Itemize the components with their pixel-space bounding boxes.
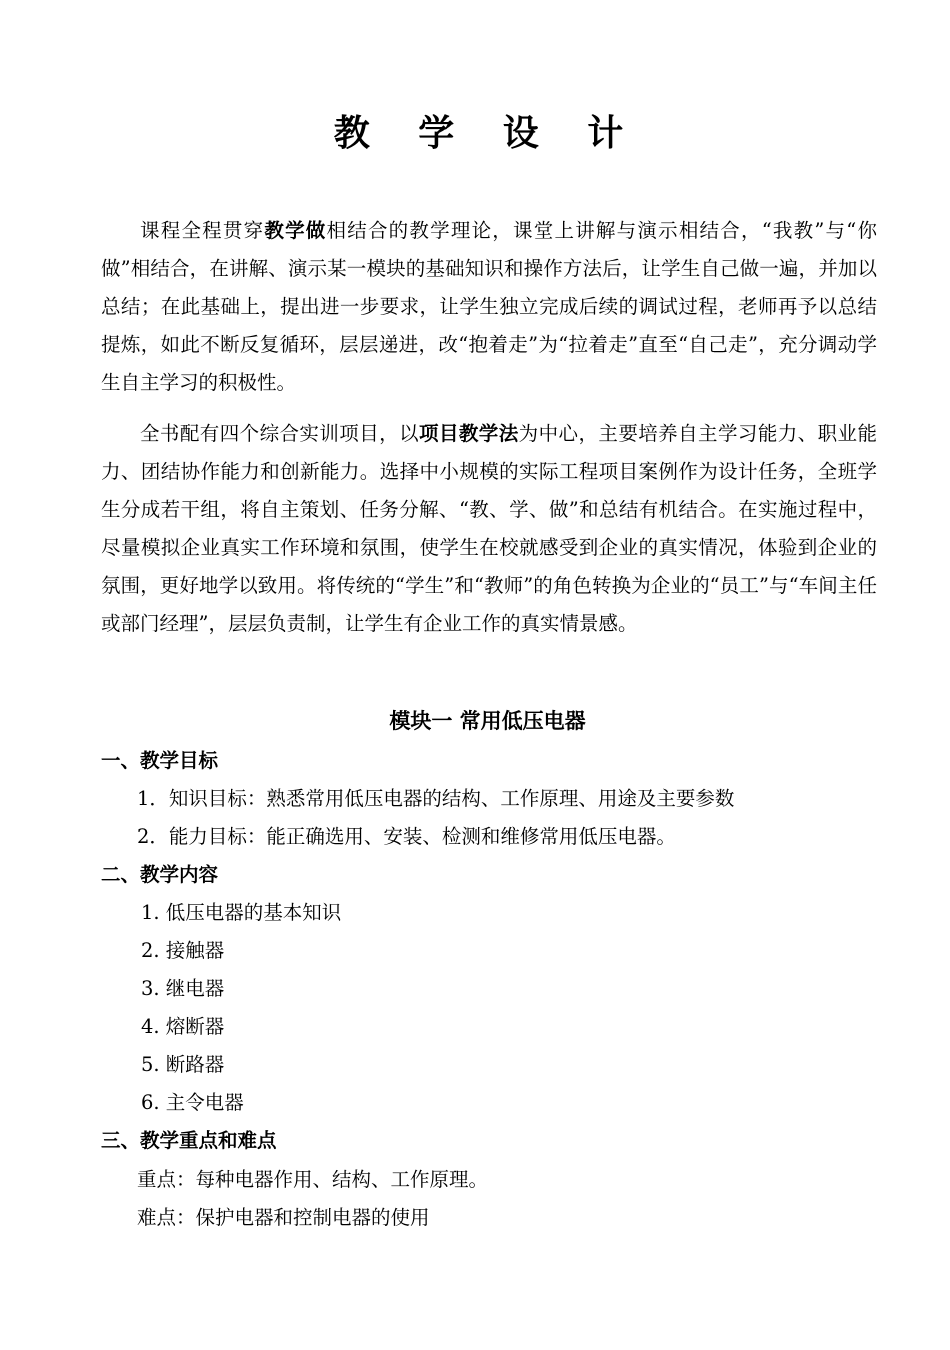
intro-paragraph-1	[101, 212, 877, 402]
objective-item: 2．能力目标：能正确选用、安装、检测和维修常用低压电器。	[137, 825, 676, 848]
section-heading-content: 二、教学内容	[101, 863, 219, 886]
content-list-item: 5. 断路器	[141, 1053, 225, 1076]
section-heading-objectives: 一、教学目标	[101, 749, 219, 772]
objective-item: 1．知识目标：熟悉常用低压电器的结构、工作原理、用途及主要参数	[137, 787, 735, 810]
difficulty-item: 难点：保护电器和控制电器的使用	[137, 1206, 430, 1229]
key-point-item: 重点：每种电器作用、结构、工作原理。	[137, 1168, 489, 1191]
content-list-item: 6. 主令电器	[141, 1091, 244, 1114]
content-list-item: 4. 熔断器	[141, 1015, 225, 1038]
section-heading-key-points: 三、教学重点和难点	[101, 1129, 277, 1152]
intro-1-bold-term: 教学做	[264, 219, 327, 242]
content-list-item: 3. 继电器	[141, 977, 225, 1000]
intro-1-text-after: 相结合的教学理论，课堂上讲解与演示相结合，“我教”与“你做”相结合，在讲解、演示某一模块的基础知识和操作方法后，让学生自己做一遍，并加以总结；在此基础上，提出进一步要求，让学生独立完成后续的调试过程，老师再予以总结提炼，如此不断反复循环，层层递进，改“抱着走”为“拉着走”直至“自己走”，充分调动学生自主学习的积极性。	[101, 219, 877, 394]
intro-2-text-after: 为中心，主要培养自主学习能力、职业能力、团结协作能力和创新能力。选择中小规模的实际工程项目案例作为设计任务，全班学生分成若干组，将自主策划、任务分解、“教、学、做”和总结有机结合。在实施过程中，尽量模拟企业真实工作环境和氛围，使学生在校就感受到企业的真实情况，体验到企业的氛围，更好地学以致用。将传统的“学生”和“教师”的角色转换为企业的“员工”与“车间主任或部门经理”，层层负责制，让学生有企业工作的真实情景感。	[101, 422, 877, 635]
intro-2-text-before: 全书配有四个综合实训项目，以	[140, 422, 420, 445]
content-list-item: 2. 接触器	[141, 939, 225, 962]
intro-1-text-before: 课程全程贯穿	[140, 219, 265, 242]
intro-paragraph-2	[101, 415, 877, 643]
intro-2-bold-term: 项目教学法	[419, 422, 519, 445]
document-title: 教 学 设 计	[333, 113, 642, 154]
module-title: 模块一 常用低压电器	[389, 709, 586, 733]
content-list-item: 1. 低压电器的基本知识	[141, 901, 342, 924]
